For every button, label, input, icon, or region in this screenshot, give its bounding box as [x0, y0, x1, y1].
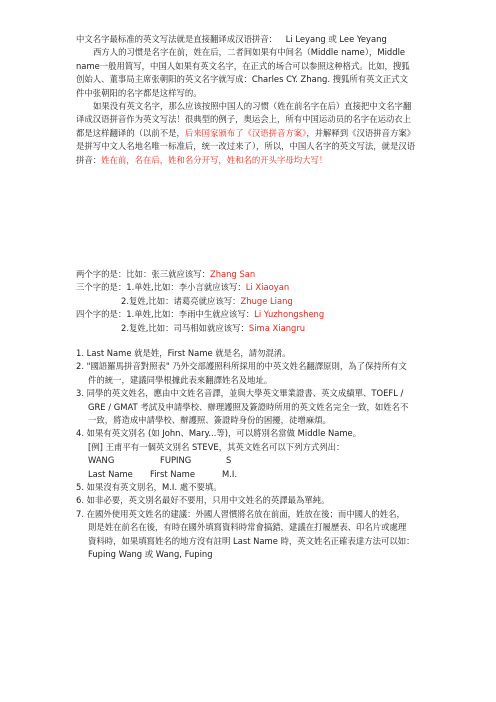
para3-text-2: ，并解释到《汉语拼音方案》是拼写中文人名地名唯一标准后，统一改过来了），所以，中国人名字的英文写法，就是汉语拼音： — [76, 127, 416, 165]
para3-text: 如果没有英文名字，那么应该按照中国人的习惯（姓在前名字在后）直接把中文名字翻译成汉语拼音作为英文写法！很典型的例子，奥运会上，所有中国运动员的名字在运动衣上都是这样翻译的（以前不是， — [76, 101, 412, 138]
example-three-value: Li Xiaoyan — [245, 282, 290, 293]
rules-section — [76, 347, 416, 562]
example-three-chars-compound: 2.复姓,比如：诸葛亮就应该写：Zhuge Liang — [121, 295, 293, 306]
example-two-value: Zhang San — [210, 269, 256, 279]
rule-2-cont: 件的統一，建議同學根據此表來翻譯姓名及地址。 — [88, 374, 273, 385]
intro-paragraph-3 — [76, 100, 416, 167]
example-two-chars: 两个字的是：比如：张三就应该写：Zhang San — [76, 269, 256, 279]
example-four-chars: 四个字的是：1.单姓,比如：李雨中生就应该写：Li Yuzhongsheng — [76, 309, 325, 320]
intro-example-text: Li Leyang 或 Lee Yeyang — [285, 34, 387, 44]
para3-highlight-1: 后来国家颁布了《汉语拼音方案》 — [184, 127, 307, 138]
intro-section — [76, 33, 416, 167]
rule-7-cont: 則是姓在前名在後，有時在國外填寫資料時常會搞錯，建議在打履歷表、印名片或處理 — [88, 522, 407, 533]
rule-5: 5. 如果沒有英文別名，M.I. 處不要填。 — [76, 482, 222, 493]
rule-4-name-row: WANG FUPING S — [88, 455, 232, 466]
example-three2-value: Zhuge Liang — [240, 295, 293, 306]
example-four-value: Li Yuzhongsheng — [254, 309, 325, 320]
rule-3-cont-2: 一致，將造成申請學校、辦護照、簽證時身份的困擾，徒增麻煩。 — [88, 415, 331, 426]
rule-3-cont: GRE / GMAT 考試及申請學校、辦理護照及簽證時所用的英文姓名完全一致，如姓名不 — [88, 401, 409, 412]
rule-7: 7. 在國外使用英文姓名的建議：外國人習慣將名放在前面，姓放在後；而中國人的姓名， — [76, 508, 405, 519]
rule-2: 2. "國語羅馬拼音對照表" 乃外交部護照科所採用的中英文姓名翻譯原則，為了保持所有文 — [76, 361, 407, 372]
examples-section — [76, 268, 416, 335]
intro-lead-text: 中文名字最标准的英文写法就是直接翻译成汉语拼音： — [76, 34, 277, 44]
para3-highlight-2: 姓在前，名在后，姓和名分开写，姓和名的开头字母均大写！ — [101, 154, 328, 165]
rule-7-cont-2: 資料時，如果填寫姓名的地方沒有註明 Last Name 時，英文姓名正確表達方法可以如： — [88, 535, 415, 546]
rule-1: 1. Last Name 就是姓，First Name 就是名，請勿混淆。 — [76, 348, 291, 358]
rule-3: 3. 同學的英文姓名，應由中文姓名音譯，並與大學英文畢業證書、英文成績單、TOEFL / — [76, 388, 404, 399]
rule-4: 4. 如果有英文別名 (如 John、Mary...等)，可以將別名當做 Middle Name。 — [76, 428, 362, 439]
rule-4-example: [例] 王甫平有一個英文別名 STEVE，其英文姓名可以下列方式列出： — [88, 441, 345, 452]
intro-paragraph-2: 西方人的习惯是名字在前，姓在后，二者间如果有中间名（Middle name），Middle name一般用简写，中国人如果有英文名字，在正式的场合可以参照这种格式。比如，搜狐创始人、董事局主席张朝阳的英文名字就写成：Charles CY. Zhang. 搜狐所有英文正式文件中张朝阳的名字都是这样写的。 — [76, 47, 410, 98]
intro-paragraph-1 — [76, 33, 416, 46]
example-four2-value: Sima Xiangru — [248, 322, 306, 333]
rule-6: 6. 如非必要，英文別名最好不要用，只用中文姓名的英譯最為單純。 — [76, 495, 330, 506]
rule-4-label-row: Last Name First Name M.I. — [88, 468, 238, 479]
example-three-chars: 三个字的是：1.单姓,比如：李小言就应该写：Li Xiaoyan — [76, 282, 290, 293]
rule-7-cont-3: Fuping Wang 或 Wang, Fuping — [88, 549, 213, 560]
example-four-chars-compound: 2.复姓,比如：司马相如就应该写：Sima Xiangru — [121, 322, 306, 333]
